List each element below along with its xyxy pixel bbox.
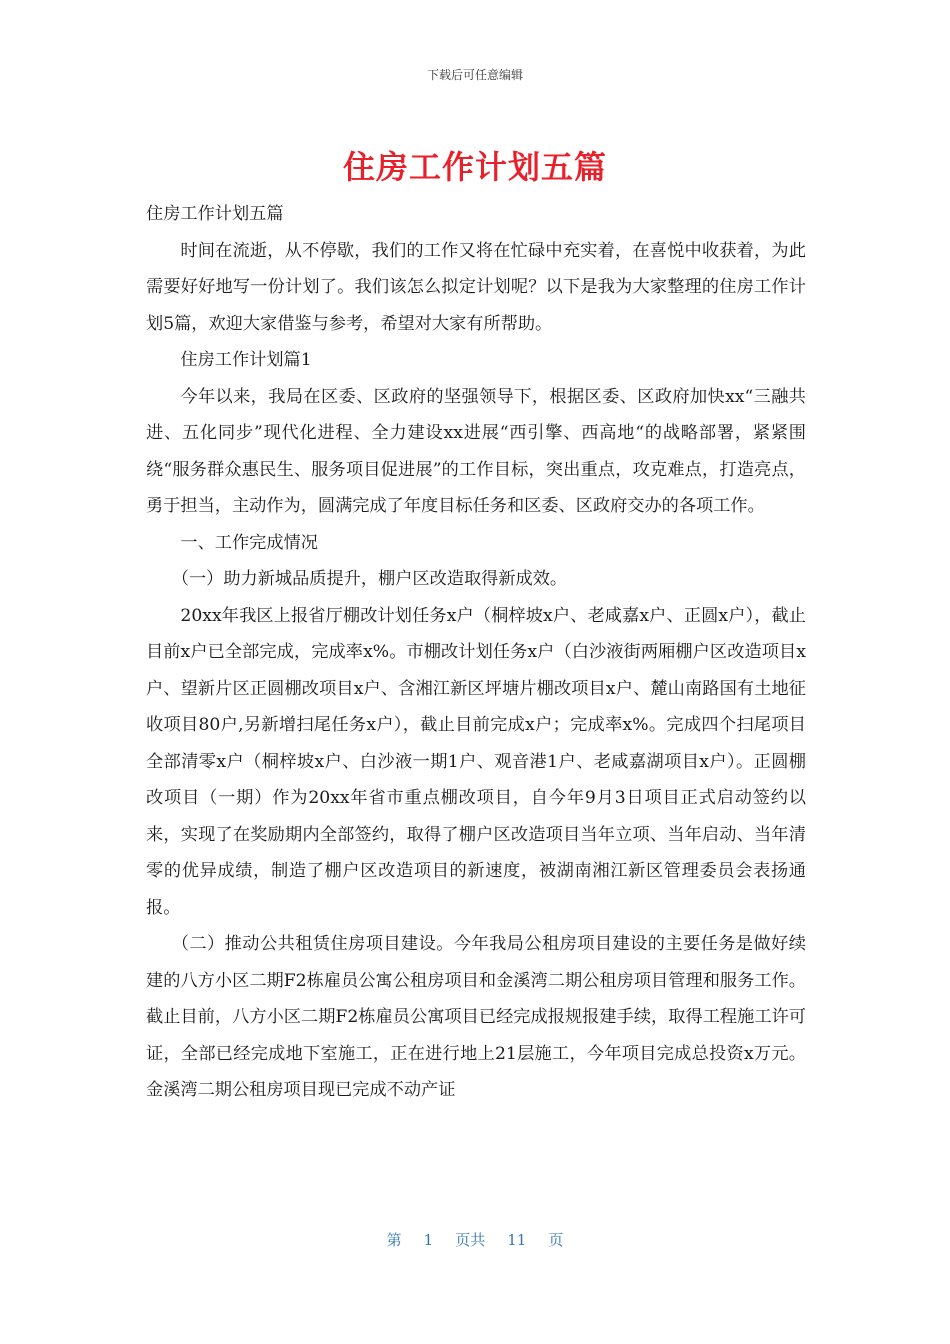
document-title: 住房工作计划五篇 xyxy=(342,148,607,186)
footer-page-prefix: 第 xyxy=(386,1231,402,1249)
page-footer xyxy=(0,1229,950,1250)
footer-page-suffix: 页 xyxy=(548,1231,564,1249)
subtitle-paragraph: 住房工作计划五篇 xyxy=(146,204,284,224)
body-paragraph: 20xx年我区上报省厅棚改计划任务x户（桐梓坡x户、老咸嘉x户、正圆x户），截止目前x户已全部完成，完成率x%。市棚改计划任务x户（白沙液街两厢棚户区改造项目x户、望新片区正圆棚改项目x户、含湘江新区坪塘片棚改项目x户、麓山南路国有土地征收项目80户,另新增扫尾任务x户），截止目前完成x户；完成率x%。完成四个扫尾项目全部清零x户（桐梓坡x户、白沙液一期1户、观音港1户、老咸嘉湖项目x户）。正圆棚改项目（一期）作为20xx年省市重点棚改项目，自今年9月3日项目正式启动签约以来，实现了在奖励期内全部签约，取得了棚户区改造项目当年立项、当年启动、当年清零的优异成绩，制造了棚户区改造项目的新速度，被湖南湘江新区管理委员会表扬通报。 xyxy=(146,605,806,918)
subheading-shantytown: （一）助力新城品质提升，棚户区改造取得新成效。 xyxy=(171,569,568,589)
footer-page-mid: 页共 xyxy=(455,1231,486,1249)
body-paragraph: （二）推动公共租赁住房项目建设。今年我局公租房项目建设的主要任务是做好续建的八方小区二期F2栋雇员公寓公租房项目和金溪湾二期公租房项目管理和服务工作。截止目前，八方小区二期F2栋雇员公寓项目已经完成报规报建手续，取得工程施工许可证，全部已经完成地下室施工，正在进行地上21层施工，今年项目完成总投资x万元。金溪湾二期公租房项目现已完成不动产证 xyxy=(146,934,806,1100)
footer-page-total: 11 xyxy=(507,1231,527,1249)
section-heading-plan-1: 住房工作计划篇1 xyxy=(180,350,312,370)
intro-paragraph: 时间在流逝，从不停歇，我们的工作又将在忙碌中充实着，在喜悦中收获着，为此需要好好地写一份计划了。我们该怎么拟定计划呢？以下是我为大家整理的住房工作计划5篇，欢迎大家借鉴与参考，希望对大家有所帮助。 xyxy=(146,240,806,334)
header-note: 下载后可任意编辑 xyxy=(426,68,523,82)
footer-page-number: 1 xyxy=(423,1231,434,1249)
document-body xyxy=(146,196,806,1109)
section-heading-work-status: 一、工作完成情况 xyxy=(180,532,318,553)
body-paragraph: 今年以来，我局在区委、区政府的坚强领导下，根据区委、区政府加快xx“三融共进、五化同步”现代化进程、全力建设xx进展“西引擎、西高地“的战略部署，紧紧围绕“服务群众惠民生、服务项目促进展”的工作目标，突出重点，攻克难点，打造亮点，勇于担当，主动作为，圆满完成了年度目标任务和区委、区政府交办的各项工作。 xyxy=(146,386,806,516)
